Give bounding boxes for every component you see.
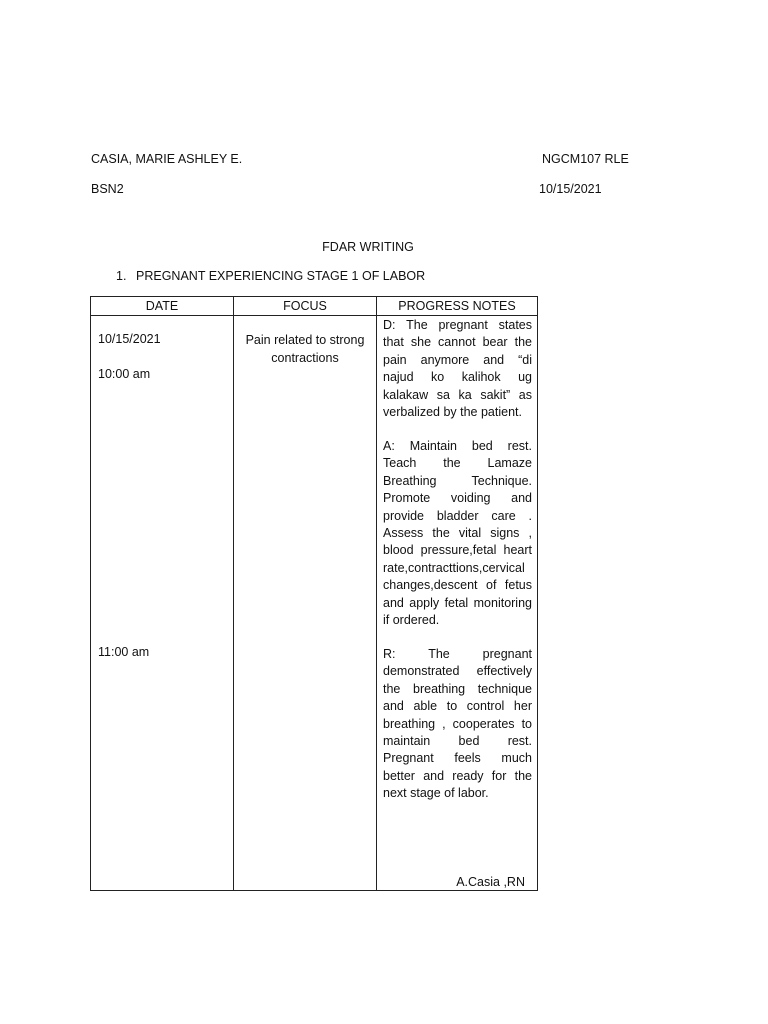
entry-date: 10/15/2021	[98, 332, 161, 346]
response-note: R: The pregnant demonstrated effectively the breathing technique and able to control her breathing , cooperates to maintain bed rest. Pregnant feels much better and ready for the next stage of labor.	[383, 647, 532, 801]
header-notes-column: PROGRESS NOTES	[377, 297, 538, 316]
list-item-heading	[116, 269, 425, 283]
fdar-table	[90, 296, 538, 891]
signature: A.Casia ,RN	[456, 875, 525, 889]
data-note: D: The pregnant states that she cannot bear the pain anymore and “di najud ko kalihok ug kalakaw sa ka sakit” as verbalized by the patient.	[383, 318, 532, 420]
date-cell	[91, 316, 234, 891]
year-level: BSN2	[91, 182, 124, 196]
entry-time-2: 11:00 am	[98, 645, 150, 659]
table-row	[91, 316, 538, 891]
table-header-row	[91, 297, 538, 316]
document-title: FDAR WRITING	[322, 240, 414, 254]
course-code: NGCM107 RLE	[542, 152, 629, 166]
focus-text: Pain related to strong contractions	[245, 333, 365, 365]
header-date: 10/15/2021	[539, 182, 602, 196]
progress-notes-cell	[377, 316, 538, 891]
student-name: CASIA, MARIE ASHLEY E.	[91, 152, 243, 166]
focus-cell	[234, 316, 377, 891]
action-note: A: Maintain bed rest. Teach the Lamaze Breathing Technique. Promote voiding and provide bladder care . Assess the vital signs , blood pressure,fetal heart rate,contracttions,cervical changes,descent of fetus and apply fetal monitoring if ordered.	[383, 439, 532, 628]
entry-time-1: 10:00 am	[98, 367, 151, 381]
header-date-column: DATE	[91, 297, 234, 316]
list-item-text: PREGNANT EXPERIENCING STAGE 1 OF LABOR	[136, 269, 426, 283]
header-focus-column: FOCUS	[234, 297, 377, 316]
list-item-number: 1.	[116, 269, 127, 283]
